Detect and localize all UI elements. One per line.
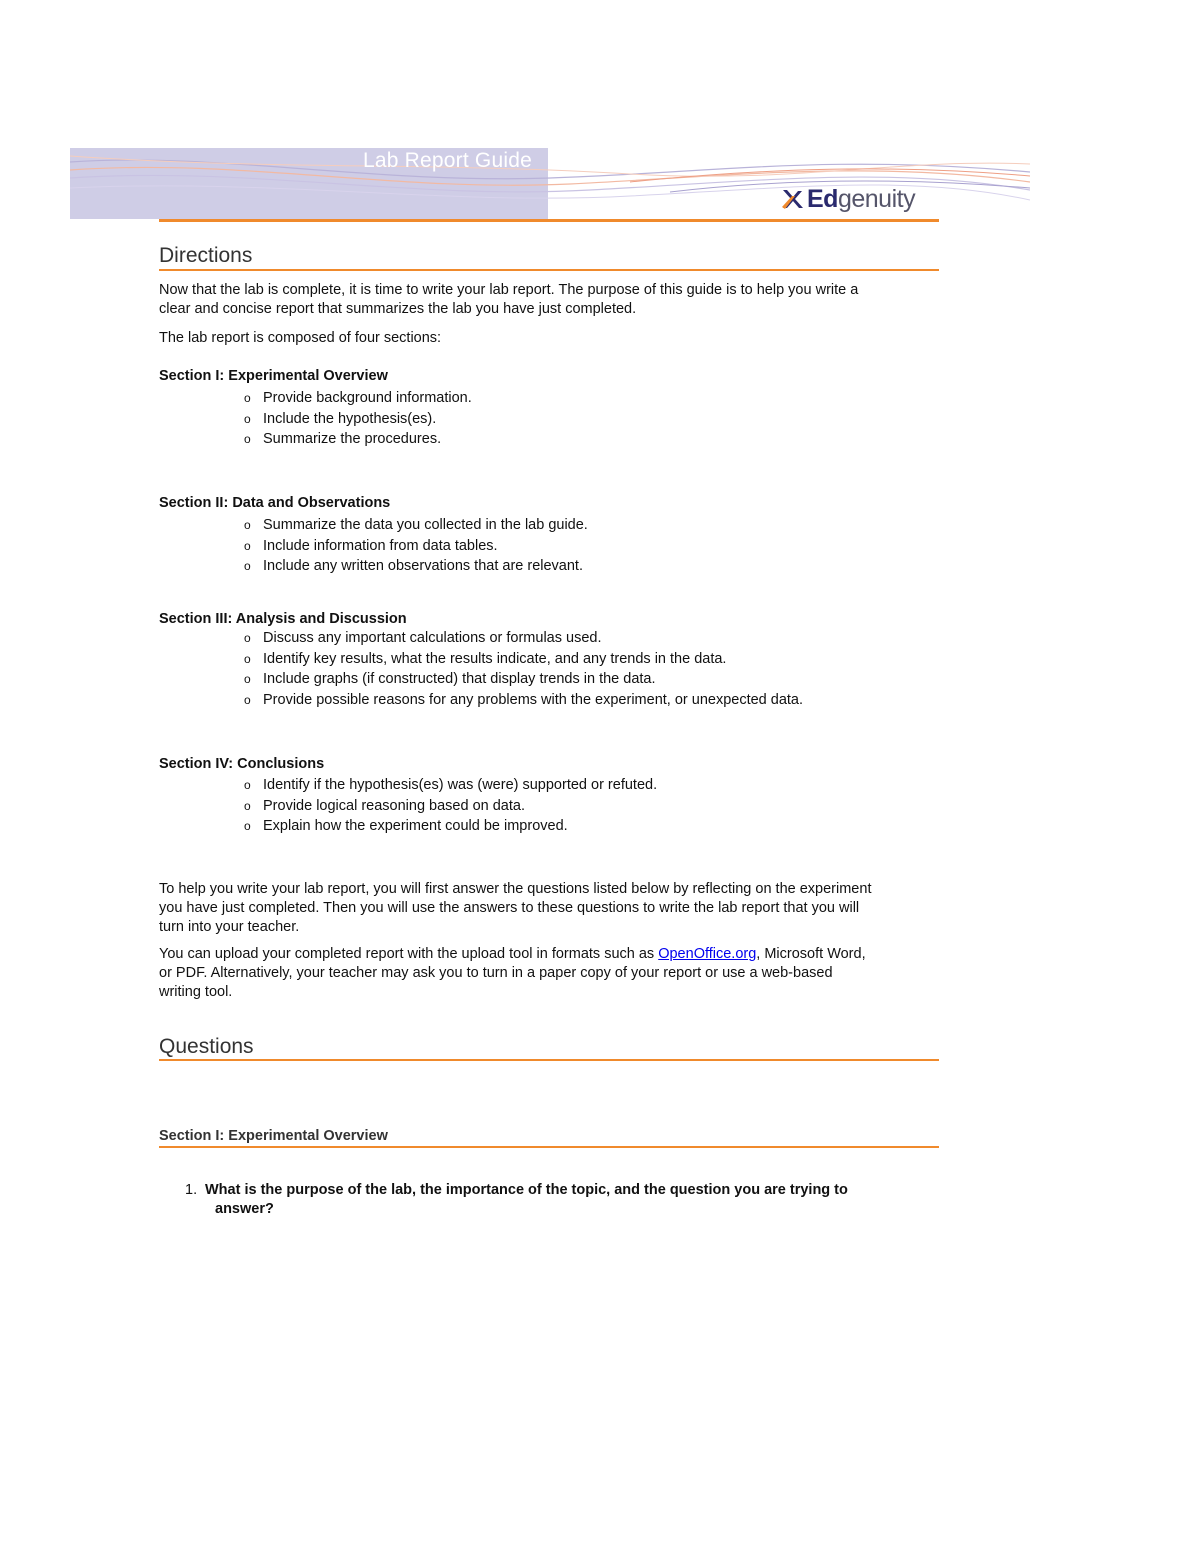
questions-divider	[159, 1059, 939, 1061]
directions-heading: Directions	[159, 244, 253, 267]
edgenuity-wordmark: Edgenuity	[807, 184, 916, 213]
upload-paragraph: You can upload your completed report with the upload tool in formats such as OpenOffice.org, Microsoft Word, or PDF. Alternatively, your teacher may ask you to turn in a paper copy of your report or use a web-based writing tool.	[159, 946, 866, 1000]
list-item: o Provide possible reasons for any problems with the experiment, or unexpected data.	[244, 692, 804, 709]
list-item: o Identify if the hypothesis(es) was (were) supported or refuted.	[244, 777, 658, 793]
section-1-list	[244, 388, 472, 450]
intro-paragraph: Now that the lab is complete, it is time to write your lab report. The purpose of this guide is to help you write a clear and concise report that summarizes the lab you have just completed.	[159, 282, 859, 317]
section-2-list	[244, 515, 588, 577]
section-3-list	[244, 628, 803, 711]
help-paragraph: To help you write your lab report, you will first answer the questions listed below by reflecting on the experiment you have just completed. Then you will use the answers to these questions to write the lab report that you will turn into your teacher.	[159, 881, 872, 935]
section-1-heading: Section I: Experimental Overview	[159, 368, 388, 384]
questions-section-1-heading: Section I: Experimental Overview	[159, 1128, 388, 1144]
edgenuity-x-icon	[780, 187, 804, 211]
section-4-list	[244, 775, 657, 837]
list-item: o Include graphs (if constructed) that display trends in the data.	[244, 671, 656, 688]
list-item: o Provide logical reasoning based on data.	[244, 797, 525, 814]
list-item: o Discuss any important calculations or formulas used.	[244, 630, 602, 646]
list-item: o Explain how the experiment could be improved.	[244, 818, 568, 835]
questions-heading: Questions	[159, 1035, 254, 1058]
list-item: o Summarize the data you collected in the lab guide.	[244, 517, 588, 533]
banner-divider	[159, 219, 939, 222]
edgenuity-logo	[780, 184, 915, 214]
list-item: o Provide background information.	[244, 390, 472, 406]
list-item: o Identify key results, what the results indicate, and any trends in the data.	[244, 650, 727, 667]
openoffice-link[interactable]: OpenOffice.org	[658, 946, 757, 962]
section-4-heading: Section IV: Conclusions	[159, 756, 325, 772]
list-item: o Include the hypothesis(es).	[244, 410, 437, 427]
list-item: o Summarize the procedures.	[244, 431, 442, 448]
header-banner	[70, 148, 1030, 220]
banner-title: Lab Report Guide	[363, 149, 532, 172]
list-item: o Include information from data tables.	[244, 537, 498, 554]
section-2-heading: Section II: Data and Observations	[159, 495, 391, 511]
section-3-heading: Section III: Analysis and Discussion	[159, 611, 407, 627]
composed-text: The lab report is composed of four sections:	[159, 330, 442, 346]
questions-section-divider	[159, 1146, 939, 1148]
directions-divider	[159, 269, 939, 271]
list-item: o Include any written observations that are relevant.	[244, 558, 583, 575]
question-1: 1. What is the purpose of the lab, the importance of the topic, and the question you are trying to answer?	[185, 1182, 848, 1217]
